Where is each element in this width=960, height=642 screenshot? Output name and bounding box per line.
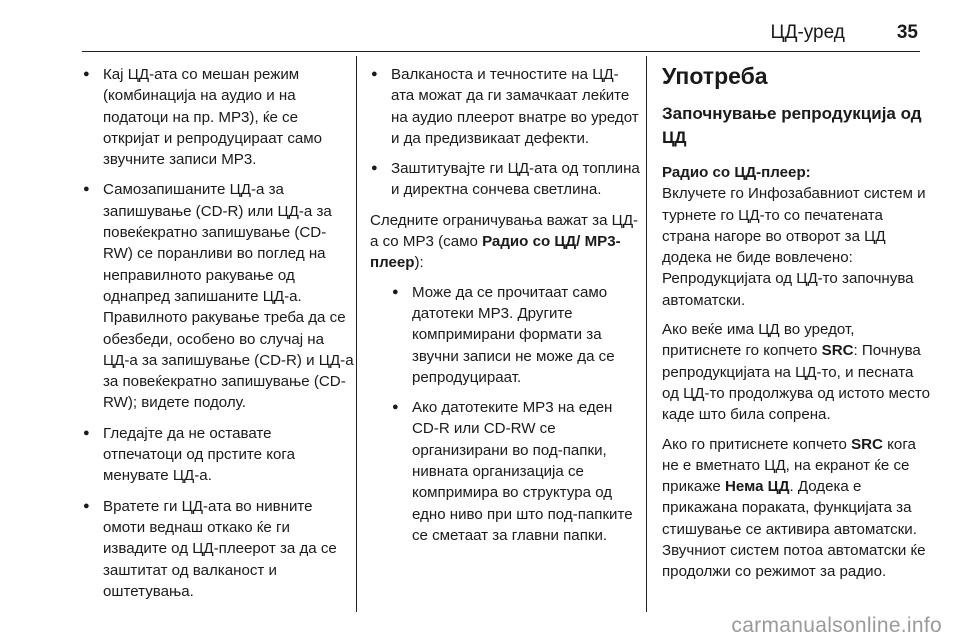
- list-item: ● Ако датотеките MP3 на еден CD-R или CD-RW се организирани во под-папки, нивната организација се компримира во структура од едно ниво при што под-папките се сметаат за главни папки.: [391, 397, 640, 546]
- page-number: 35: [896, 22, 918, 43]
- list-item: ● Кај ЦД-ата со мешан режим (комбинација на аудио и на податоци на пр. MP3), ќе се откријат и репродуцираат само звучните записи MP3.: [82, 64, 354, 170]
- column-right: [662, 64, 930, 591]
- watermark: carmanualsonline.info: [731, 614, 942, 637]
- src-key-label: SRC: [821, 342, 854, 360]
- column-divider-right: [646, 56, 647, 612]
- list-item: ● Може да се прочитаат само датотеки MP3. Другите компримирани формати за звучни записи не може да се репродуцираат.: [391, 282, 640, 388]
- column-left: [82, 64, 354, 611]
- page-header: [771, 22, 918, 44]
- cd-care-list-continued: [370, 64, 640, 201]
- column-divider-left: [356, 56, 357, 612]
- model-name: Радио со ЦД/ МР3-плеер: [370, 233, 621, 272]
- mp3-restrictions-list: [370, 282, 640, 547]
- list-item: ● Вратете ги ЦД-ата во нивните омоти веднаш откако ќе ги извадите од ЦД-плеерот за да се заштитат од валканост и оштетувања.: [82, 496, 354, 602]
- column-middle: [370, 64, 640, 555]
- no-cd-message: Нема ЦД: [725, 478, 790, 496]
- mp3-restrictions-paragraph: Следните ограничувања важат за ЦД-а со MP3 (само Радио со ЦД/ МР3-плеер):: [370, 211, 639, 272]
- list-item: ● Валканоста и течностите на ЦД-ата можат да ги замачкаат леќите на аудио плеерот внатре во уредот и да предизвикаат дефекти.: [370, 64, 640, 149]
- list-item: ● Гледајте да не оставате отпечатоци од прстите кога менувате ЦД-а.: [82, 423, 354, 487]
- paragraph-no-cd: Ако го притиснете копчето SRC кога не е вметнато ЦД, на екранот ќе се прикаже Нема ЦД. Додека е прикажана пораката, функцијата за стишување се активира автоматски. Звучниот систем потоа автоматски ќе продолжи со режимот за радио.: [662, 435, 926, 581]
- player-title: Радио со ЦД-плеер:: [662, 164, 811, 181]
- section-heading: Употреба: [662, 63, 768, 89]
- list-item: ● Самозапишаните ЦД-а за запишување (CD-R) или ЦД-а за повеќекратно запишување (CD-RW) се поранливи во поглед на неправилното ракување од однапред запишаните ЦД-а. Правилното ракување треба да се обезбеди, особено во случај на ЦД-а за запишување (CD-R) и ЦД-а за повеќекратно запишување (CD-RW); видете подолу.: [82, 179, 354, 413]
- section-title: ЦД-уред: [770, 22, 845, 43]
- paragraph-cd-present: Ако веќе има ЦД во уредот, притиснете го копчето SRC: Почнува репродукцијата на ЦД-то, и песната од ЦД-то продолжува од истото место каде што била сопрена.: [662, 321, 931, 424]
- subsection-heading: Започнување репродукција од ЦД: [662, 104, 922, 147]
- cd-care-list: [82, 64, 354, 602]
- paragraph-insert-cd: Вклучете го Инфозабавниот систем и турнете го ЦД-то со печатената страна нагоре во отворот за ЦД додека не биде вовлечено: Репродукцијата од ЦД-то започнува автоматски.: [662, 185, 926, 309]
- header-rule: [82, 51, 920, 52]
- src-key-label: SRC: [851, 435, 883, 453]
- list-item: ● Заштитувајте ги ЦД-ата од топлина и директна сончева светлина.: [370, 158, 640, 201]
